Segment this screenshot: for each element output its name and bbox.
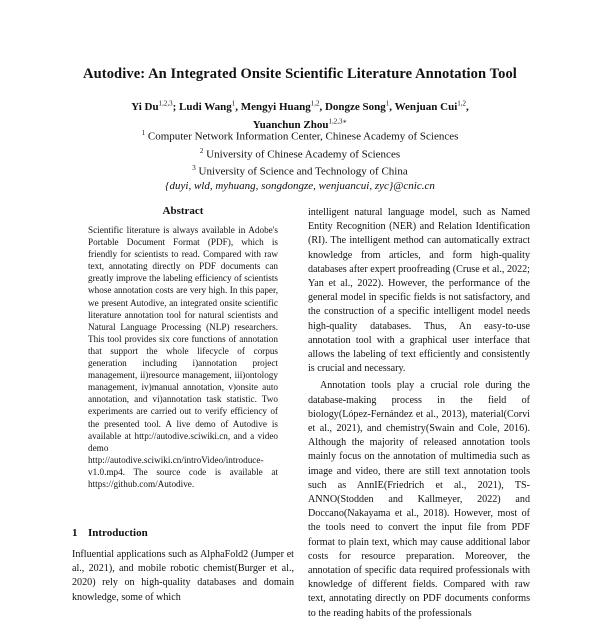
author: Wenjuan Cui$^{1,2}$,: [394, 99, 469, 113]
right-column: [308, 206, 530, 621]
affiliation: $^2$ University of Chinese Academy of Sciences: [199, 146, 401, 161]
author: Yi Du$^{1,2,3}$;: [131, 99, 180, 113]
author: Dongze Song$^1$,: [324, 99, 395, 113]
section-title: Introduction: [88, 527, 148, 539]
body-paragraph: Annotation tools play a crucial role during the database-making process in the field of biology(López-Fernández et al., 2013), material(Corvi et al., 2021), and chemistry(Swain and Cole, 2016). Although the majority of released annotation tools mainly focus on the annotation of multimedia such as image and video, there are still text annotation tools such as AnnIE(Friedrich et al., 2021), TS-ANNO(Stodden and Kallmeyer, 2022) and Doccano(Nakayama et al., 2018). However, most of the tools need to convert the input file from PDF format to plain text, which may cause additional labor costs for resource preparation. Moreover, the annotation of specific data required professionals with knowledge of different fields. Compared with raw text, annotating directly on PDF documents conforms to the reading habits of the professionals: [308, 380, 530, 619]
section-heading: [72, 527, 302, 539]
section-number: 1: [72, 527, 78, 539]
paper-title: Autodive: An Integrated Onsite Scientific Literature Annotation Tool: [83, 66, 517, 82]
author-email: {duyi, wld, myhuang, songdongze, wenjuancui, zyc}@cnic.cn: [165, 179, 435, 192]
affiliation: $^3$ University of Science and Technology of China: [192, 164, 408, 178]
author: Mengyi Huang$^{1,2}$,: [240, 99, 325, 113]
abstract-heading: Abstract: [162, 205, 204, 217]
affiliation: $^1$ Computer Network Information Center, Chinese Academy of Sciences: [141, 129, 459, 143]
author: Ludi Wang$^1$,: [179, 99, 241, 113]
abstract-body: Scientific literature is always available in Adobe's Portable Document Format (PDF), which is friendly for scientists to read. Compared with raw text, annotating directly on PDF documents can greatly improve the labeling efficiency of scientists whose annotation costs are very high. In this paper, we present Autodive, an integrated onsite scientific literature annotation tool for natural scientists and Natural Language Processing (NLP) researchers. This tool provides six core functions of annotation that support the whole lifecycle of corpus generation including i)annotation project management, ii)resource management, iii)ontology management, iv)manual annotation, v)onsite auto annotation, and vi)annotation task statistic. Two experiments are carried out to verify efficiency of the presented tool. A live demo of Autodive is available at http://autodive.sciwiki.cn, and a video demo http://autodive.sciwiki.cn/introVideo/introduce-v1.0.mp4. The source code is available at https://github.com/Autodive.: [88, 225, 278, 489]
intro-paragraph: Influential applications such as AlphaFold2 (Jumper et al., 2021), and mobile robotic chemist(Burger et al., 2020) rely on high-quality databases and domain knowledge, some of which: [72, 549, 294, 603]
author: Yuanchun Zhou$^{1,2,3∗}$: [252, 117, 348, 132]
affiliation-list: [0, 126, 600, 193]
body-paragraph: intelligent natural language model, such as Named Entity Recognition (NER) and Relation Identification (RI). The intelligent method can automatically extract knowledge from articles, and form high-quality databases after expert proofreading (Cruse et al., 2022; Yan et al., 2022). However, the performance of the general model in specific fields is not satisfactory, and the construction of a specific intelligent model needs high-quality databases. Thus, An easy-to-use annotation tool with a graphical user interface that allows the labeling of text efficiently and consistently is crucial and necessary.: [308, 207, 530, 375]
